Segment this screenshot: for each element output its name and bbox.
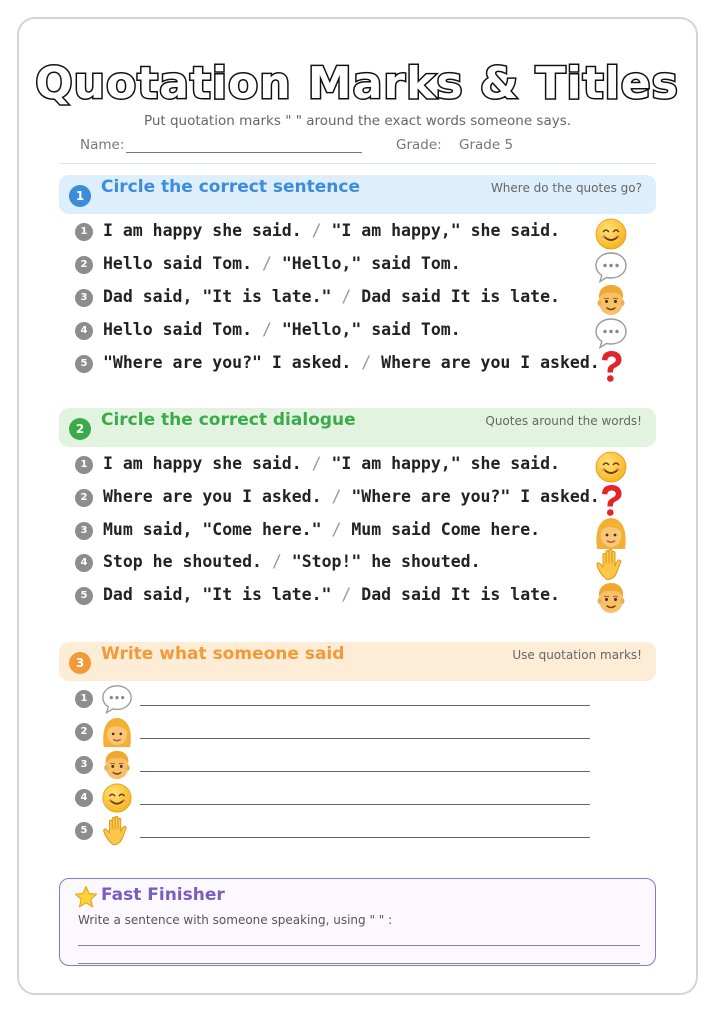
smiley-icon (593, 216, 629, 252)
question-number: 1 (75, 223, 93, 241)
question-row (75, 549, 655, 579)
question-mark-icon (593, 348, 629, 384)
option-a[interactable]: "Where are you?" I asked. (103, 353, 352, 372)
man-face-icon (593, 580, 629, 616)
question-number: 3 (75, 522, 93, 540)
answer-line[interactable] (140, 738, 590, 739)
option-separator: / (341, 287, 352, 306)
option-separator: / (311, 221, 322, 240)
question-row (75, 284, 655, 314)
question-row (75, 517, 655, 547)
question-number: 4 (75, 322, 93, 340)
writing-row (75, 781, 595, 813)
section-1-title: Circle the correct sentence (101, 177, 361, 197)
grade-label: Grade: (396, 137, 442, 153)
question-number: 2 (75, 723, 93, 741)
answer-line[interactable] (78, 945, 640, 946)
question-number: 3 (75, 756, 93, 774)
smiley-icon (593, 449, 629, 485)
question-row (75, 484, 655, 514)
header-divider (60, 163, 656, 164)
raised-hand-icon (593, 547, 629, 583)
option-separator: / (331, 487, 342, 506)
student-info-row (80, 137, 660, 155)
question-number: 5 (75, 355, 93, 373)
writing-row (75, 814, 595, 846)
answer-line[interactable] (140, 837, 590, 838)
option-a[interactable]: Dad said, "It is late." (103, 287, 332, 306)
option-b[interactable]: Dad said It is late. (361, 287, 560, 306)
man-face-icon (99, 748, 135, 782)
section-3-title: Write what someone said (101, 644, 345, 664)
question-row (75, 582, 655, 612)
section-1-badge: 1 (69, 185, 91, 207)
smiley-icon (99, 781, 135, 815)
page-title (0, 40, 715, 120)
option-a[interactable]: I am happy she said. (103, 221, 302, 240)
section-3-header (59, 642, 656, 681)
question-number: 3 (75, 289, 93, 307)
writing-row (75, 715, 595, 747)
option-b[interactable]: "Hello," said Tom. (281, 254, 461, 273)
option-b[interactable]: "Hello," said Tom. (281, 320, 461, 339)
option-a[interactable]: Dad said, "It is late." (103, 585, 332, 604)
option-b[interactable]: "I am happy," she said. (331, 454, 560, 473)
option-separator: / (331, 520, 342, 539)
section-3-badge: 3 (69, 652, 91, 674)
option-separator: / (261, 320, 272, 339)
question-number: 4 (75, 789, 93, 807)
option-a[interactable]: Hello said Tom. (103, 254, 253, 273)
question-row (75, 451, 655, 481)
question-number: 4 (75, 554, 93, 572)
option-b[interactable]: Mum said Come here. (351, 520, 541, 539)
option-separator: / (271, 552, 282, 571)
section-2-title: Circle the correct dialogue (101, 410, 356, 430)
question-row (75, 218, 655, 248)
answer-line[interactable] (140, 705, 590, 706)
writing-row (75, 748, 595, 780)
speech-bubble-icon (593, 249, 629, 285)
question-number: 1 (75, 456, 93, 474)
section-1-note: Where do the quotes go? (490, 181, 642, 195)
grade-value: Grade 5 (459, 137, 514, 153)
name-field[interactable] (126, 152, 362, 153)
woman-face-icon (593, 515, 629, 551)
page-title-text: Quotation Marks & Titles (35, 58, 679, 109)
writing-row (75, 682, 595, 714)
page-subtitle: Put quotation marks " " around the exact words someone says. (143, 113, 572, 129)
section-2-note: Quotes around the words! (485, 414, 642, 428)
option-b[interactable]: "I am happy," she said. (331, 221, 560, 240)
answer-line[interactable] (78, 963, 640, 964)
option-a[interactable]: Stop he shouted. (103, 552, 262, 571)
option-separator: / (261, 254, 272, 273)
option-b[interactable]: "Stop!" he shouted. (291, 552, 481, 571)
option-b[interactable]: "Where are you?" I asked. (351, 487, 600, 506)
option-b[interactable]: Where are you I asked. (381, 353, 600, 372)
question-number: 5 (75, 587, 93, 605)
option-a[interactable]: Where are you I asked. (103, 487, 322, 506)
fast-finisher-title: Fast Finisher (101, 885, 225, 905)
star-icon (74, 885, 98, 909)
question-row (75, 350, 655, 380)
option-b[interactable]: Dad said It is late. (361, 585, 560, 604)
section-1-header (59, 175, 656, 214)
man-face-icon (593, 282, 629, 318)
option-separator: / (311, 454, 322, 473)
raised-hand-icon (99, 814, 135, 848)
name-label: Name: (80, 137, 125, 153)
question-row (75, 251, 655, 281)
option-separator: / (361, 353, 372, 372)
woman-face-icon (99, 715, 135, 749)
option-a[interactable]: I am happy she said. (103, 454, 302, 473)
option-separator: / (341, 585, 352, 604)
option-a[interactable]: Hello said Tom. (103, 320, 253, 339)
speech-bubble-icon (593, 315, 629, 351)
section-2-header (59, 408, 656, 447)
section-3-note: Use quotation marks! (512, 648, 642, 662)
speech-bubble-icon (99, 682, 135, 716)
question-mark-icon (593, 482, 629, 518)
fast-finisher-prompt: Write a sentence with someone speaking, using " " : (78, 913, 393, 927)
answer-line[interactable] (140, 804, 590, 805)
question-number: 2 (75, 489, 93, 507)
answer-line[interactable] (140, 771, 590, 772)
question-number: 5 (75, 822, 93, 840)
question-number: 2 (75, 256, 93, 274)
fast-finisher-box (59, 878, 656, 966)
option-a[interactable]: Mum said, "Come here." (103, 520, 322, 539)
question-row (75, 317, 655, 347)
section-2-badge: 2 (69, 418, 91, 440)
question-number: 1 (75, 690, 93, 708)
